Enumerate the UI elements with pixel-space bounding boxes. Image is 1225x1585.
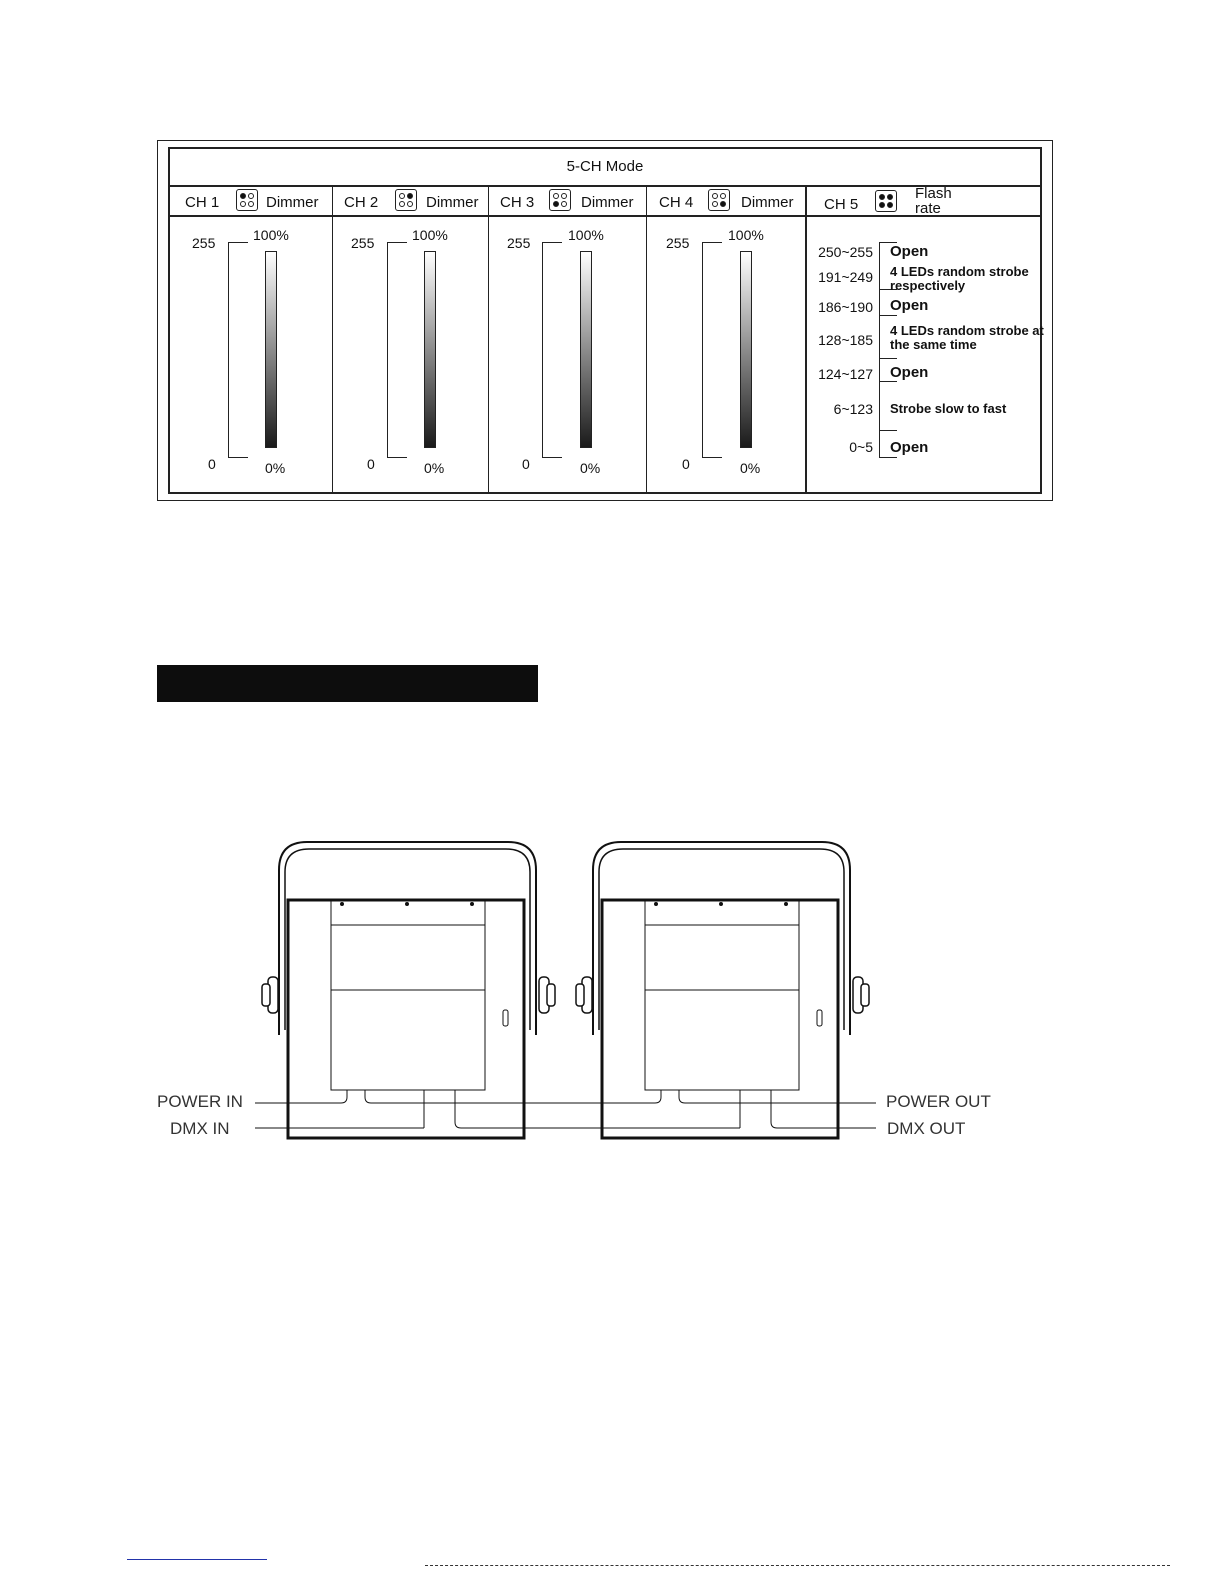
range-description: Strobe slow to fast <box>890 401 1007 416</box>
range-description: 4 LEDs random strobe respectively <box>890 264 1029 293</box>
flash-label-line2: rate <box>915 200 941 217</box>
dmx-in-label: DMX IN <box>170 1119 230 1138</box>
power-in-label: POWER IN <box>157 1092 243 1111</box>
function-label: Dimmer <box>581 194 634 211</box>
channel-label: CH 3 <box>500 194 535 211</box>
min-value: 0 <box>367 456 375 472</box>
max-value: 255 <box>192 235 216 251</box>
flash-label-line1: Flash <box>915 185 952 202</box>
max-value: 255 <box>351 235 375 251</box>
range-value: 124~127 <box>818 366 873 382</box>
min-value: 0 <box>522 456 530 472</box>
channel-label: CH 5 <box>824 196 859 213</box>
range-description: Open <box>890 243 929 260</box>
percent-bottom: 0% <box>740 460 761 476</box>
mode-title: 5-CH Mode <box>170 149 1040 187</box>
footer-divider <box>425 1565 1170 1566</box>
range-description: Open <box>890 297 929 314</box>
range-value: 250~255 <box>818 244 873 260</box>
percent-top: 100% <box>253 227 289 243</box>
function-label: Dimmer <box>741 194 794 211</box>
percent-top: 100% <box>728 227 764 243</box>
min-value: 0 <box>208 456 216 472</box>
knob-icon <box>539 977 555 1013</box>
percent-top: 100% <box>412 227 448 243</box>
channel-label: CH 4 <box>659 194 694 211</box>
percent-bottom: 0% <box>265 460 286 476</box>
max-value: 255 <box>507 235 531 251</box>
range-value: 0~5 <box>849 439 873 455</box>
function-label: Dimmer <box>266 194 319 211</box>
min-value: 0 <box>682 456 690 472</box>
percent-top: 100% <box>568 227 604 243</box>
range-value: 128~185 <box>818 332 873 348</box>
fixture-unit-2 <box>424 842 876 1138</box>
channel-label: CH 2 <box>344 194 379 211</box>
range-description: Open <box>890 364 929 381</box>
range-description: 4 LEDs random strobe at the same time <box>890 323 1044 352</box>
percent-bottom: 0% <box>580 460 601 476</box>
power-out-label: POWER OUT <box>886 1092 991 1111</box>
function-label: Dimmer <box>426 194 479 211</box>
percent-bottom: 0% <box>424 460 445 476</box>
range-value: 191~249 <box>818 269 873 285</box>
knob-icon <box>262 977 278 1013</box>
max-value: 255 <box>666 235 690 251</box>
dmx-out-label: DMX OUT <box>887 1119 966 1138</box>
range-value: 6~123 <box>833 401 873 417</box>
knob-icon <box>853 977 869 1013</box>
range-value: 186~190 <box>818 299 873 315</box>
knob-icon <box>576 977 592 1013</box>
range-description: Open <box>890 439 929 456</box>
channel-label: CH 1 <box>185 194 220 211</box>
footer-link-underline <box>127 1559 267 1560</box>
fixture-unit-1 <box>255 842 555 1138</box>
